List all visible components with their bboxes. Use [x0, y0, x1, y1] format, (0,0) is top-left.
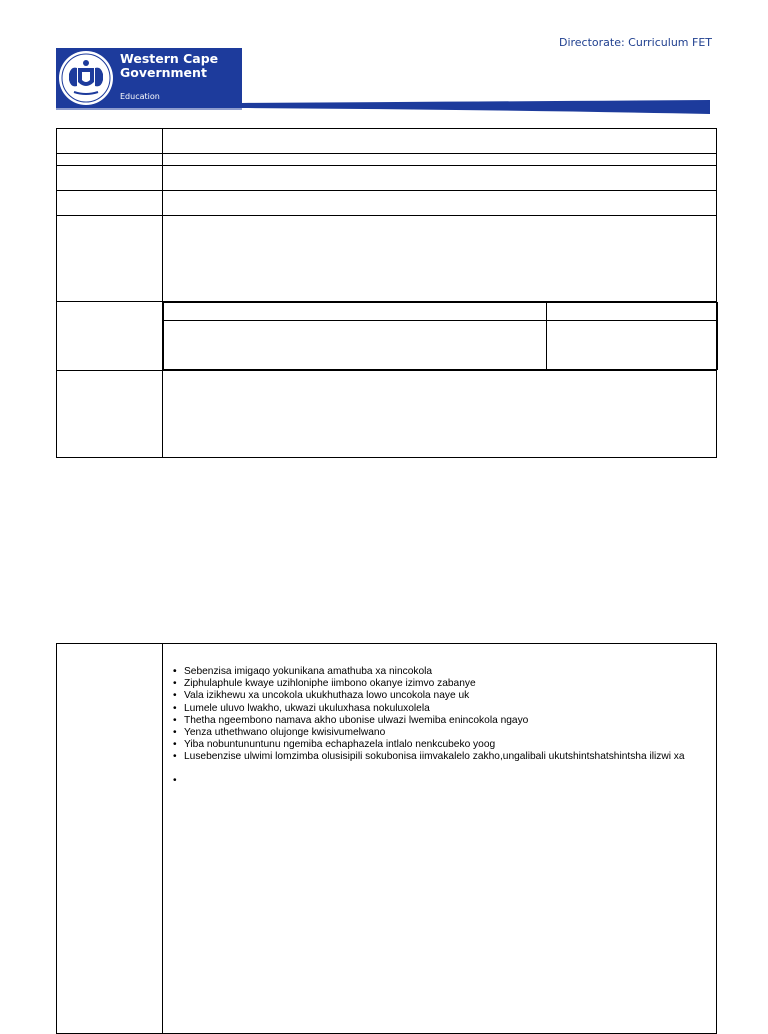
value-cell[interactable] [163, 216, 717, 302]
label-cell [57, 191, 163, 216]
label-cell [57, 302, 163, 371]
wcg-logo [56, 48, 242, 108]
value-cell[interactable] [163, 191, 717, 216]
coat-of-arms-icon [58, 50, 114, 106]
logo-subtitle: Education [120, 92, 160, 101]
split-cell [163, 302, 717, 371]
value-cell[interactable] [163, 129, 717, 154]
label-cell [57, 129, 163, 154]
directorate-label: Directorate: Curriculum FET [558, 36, 712, 49]
bullet-cell [163, 644, 717, 1034]
list-item: • Vala izikhewu xa uncokola ukukhuthaza lowo uncokola naye uk [171, 690, 716, 702]
label-cell [57, 166, 163, 191]
value-cell[interactable] [163, 371, 717, 458]
logo-title: Western Cape Government [120, 51, 219, 80]
inner-cell[interactable] [547, 321, 718, 370]
form-table-top [56, 128, 717, 458]
label-cell [57, 216, 163, 302]
bullet-list [171, 666, 716, 764]
label-cell [57, 154, 163, 166]
inner-table [163, 302, 718, 370]
label-cell [57, 644, 163, 1034]
inner-cell[interactable] [547, 303, 718, 321]
inner-cell[interactable] [164, 321, 547, 370]
value-cell[interactable] [163, 154, 717, 166]
inner-cell[interactable] [164, 303, 547, 321]
list-item: • Yenza uthethwano olujonge kwisivumelwano [171, 727, 716, 739]
list-item: • Thetha ngeembono namava akho ubonise ulwazi lwemiba enincokola ngayo [171, 715, 716, 727]
list-item: • Lumele uluvo lwakho, ukwazi ukuluxhasa nokuluxolela [171, 703, 716, 715]
form-table-bottom [56, 643, 717, 1034]
list-item: • Sebenzisa imigaqo yokunikana amathuba xa nincokola [171, 666, 716, 678]
label-cell [57, 371, 163, 458]
list-item: • Yiba nobuntununtunu ngemiba echaphazela intlalo nenkcubeko yoog [171, 739, 716, 751]
list-item: • Lusebenzise ulwimi lomzimba olusisipili sokubonisa iimvakalelo zakho,ungalibali ukutshintshatshintsha ilizwi xa [171, 751, 716, 763]
list-item: • Ziphulaphule kwaye uzihloniphe iimbono okanye izimvo zabanye [171, 678, 716, 690]
value-cell[interactable] [163, 166, 717, 191]
